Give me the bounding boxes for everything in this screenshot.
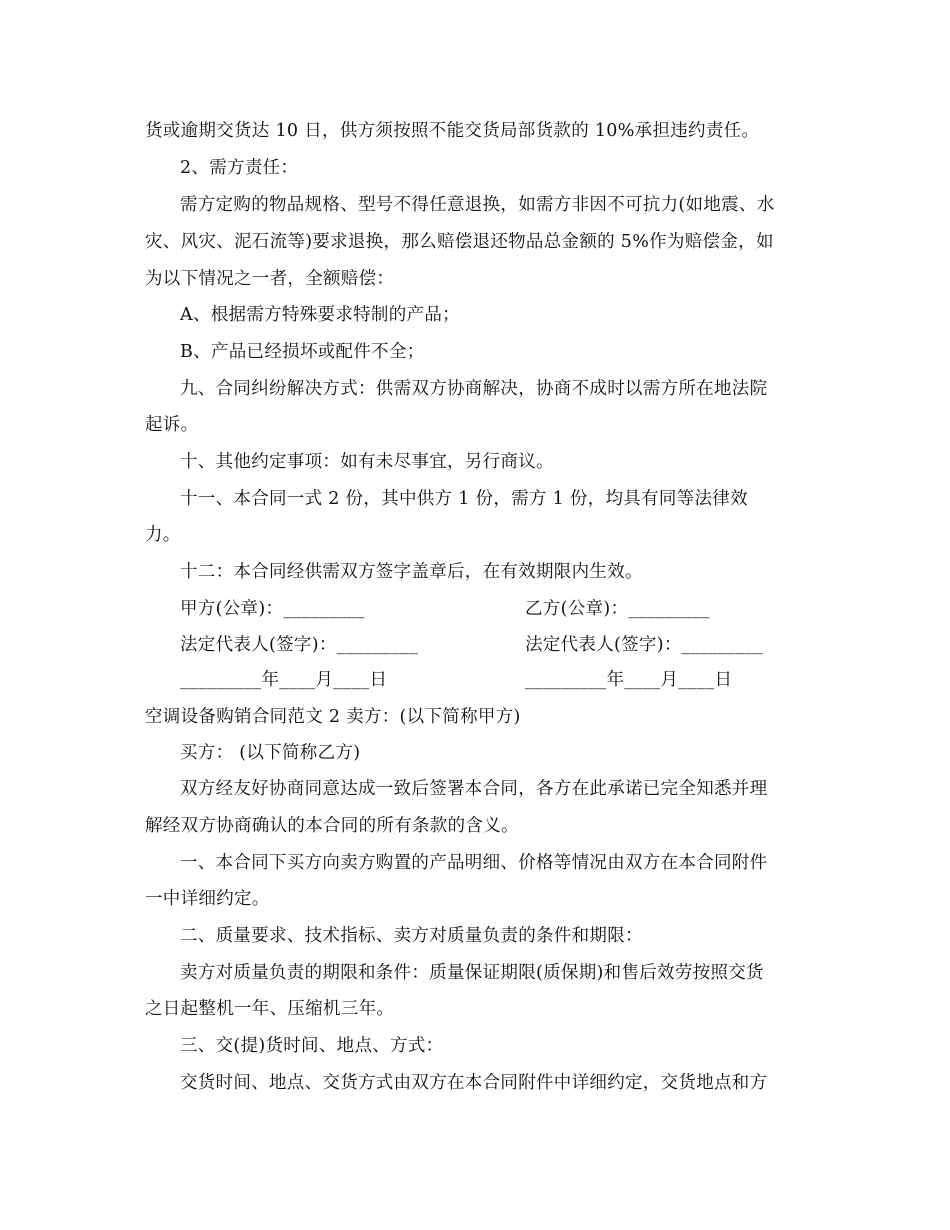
section-heading: 2、需方责任： [180,158,299,178]
text-line: 一中详细约定。 [145,889,270,909]
party-b-date: _________年____月____日 [525,670,733,690]
party-a-representative: 法定代表人(签字)：_________ [180,635,419,655]
text-line: 需方定购的物品规格、型号不得任意退换，如需方非因不可抗力(如地震、水 [180,195,775,215]
text-line: 为以下情况之一者，全额赔偿： [145,269,395,289]
text-line: 起诉。 [145,415,199,435]
text-line: 灾、风灾、泥石流等)要求退换，那么赔偿退还物品总金额的 5%作为赔偿金，如 [145,232,774,252]
text-line: 力。 [145,525,181,545]
list-item: B、产品已经损坏或配件不全； [180,342,425,362]
text-line: 双方经友好协商同意达成一致后签署本合同，各方在此承诺已完全知悉并理 [180,779,768,799]
list-item: A、根据需方特殊要求特制的产品； [180,305,460,325]
party-a-date: _________年____月____日 [180,670,388,690]
text-line: 十、其他约定事项：如有未尽事宜，另行商议。 [180,452,554,472]
party-b-representative: 法定代表人(签字)：_________ [525,635,764,655]
text-line: 十二：本合同经供需双方签字盖章后，在有效期限内生效。 [180,562,643,582]
text-line: 九、合同纠纷解决方式：供需双方协商解决，协商不成时以需方所在地法院 [180,379,768,399]
text-line: 十一、本合同一式 2 份，其中供方 1 份，需方 1 份，均具有同等法律效 [180,489,748,509]
section-heading: 三、交(提)货时间、地点、方式： [180,1036,444,1056]
text-line: 一、本合同下买方向卖方购置的产品明细、价格等情况由双方在本合同附件 [180,853,768,873]
contract-title: 空调设备购销合同范文 2 卖方：(以下简称甲方) [145,707,521,727]
text-line: 卖方对质量负责的期限和条件：质量保证期限(质保期)和售后效劳按照交货 [180,963,764,983]
text-line: 解经双方协商确认的本合同的所有条款的含义。 [145,816,519,836]
text-line: 货或逾期交货达 10 日，供方须按照不能交货局部货款的 10%承担违约责任。 [145,121,760,141]
party-a-seal: 甲方(公章)：_________ [180,599,365,619]
buyer-line: 买方： (以下简称乙方) [180,743,361,763]
section-heading: 二、质量要求、技术指标、卖方对质量负责的条件和期限： [180,926,643,946]
text-line: 交货时间、地点、交货方式由双方在本合同附件中详细约定，交货地点和方 [180,1073,768,1093]
party-b-seal: 乙方(公章)：_________ [525,599,710,619]
text-line: 之日起整机一年、压缩机三年。 [145,999,395,1019]
